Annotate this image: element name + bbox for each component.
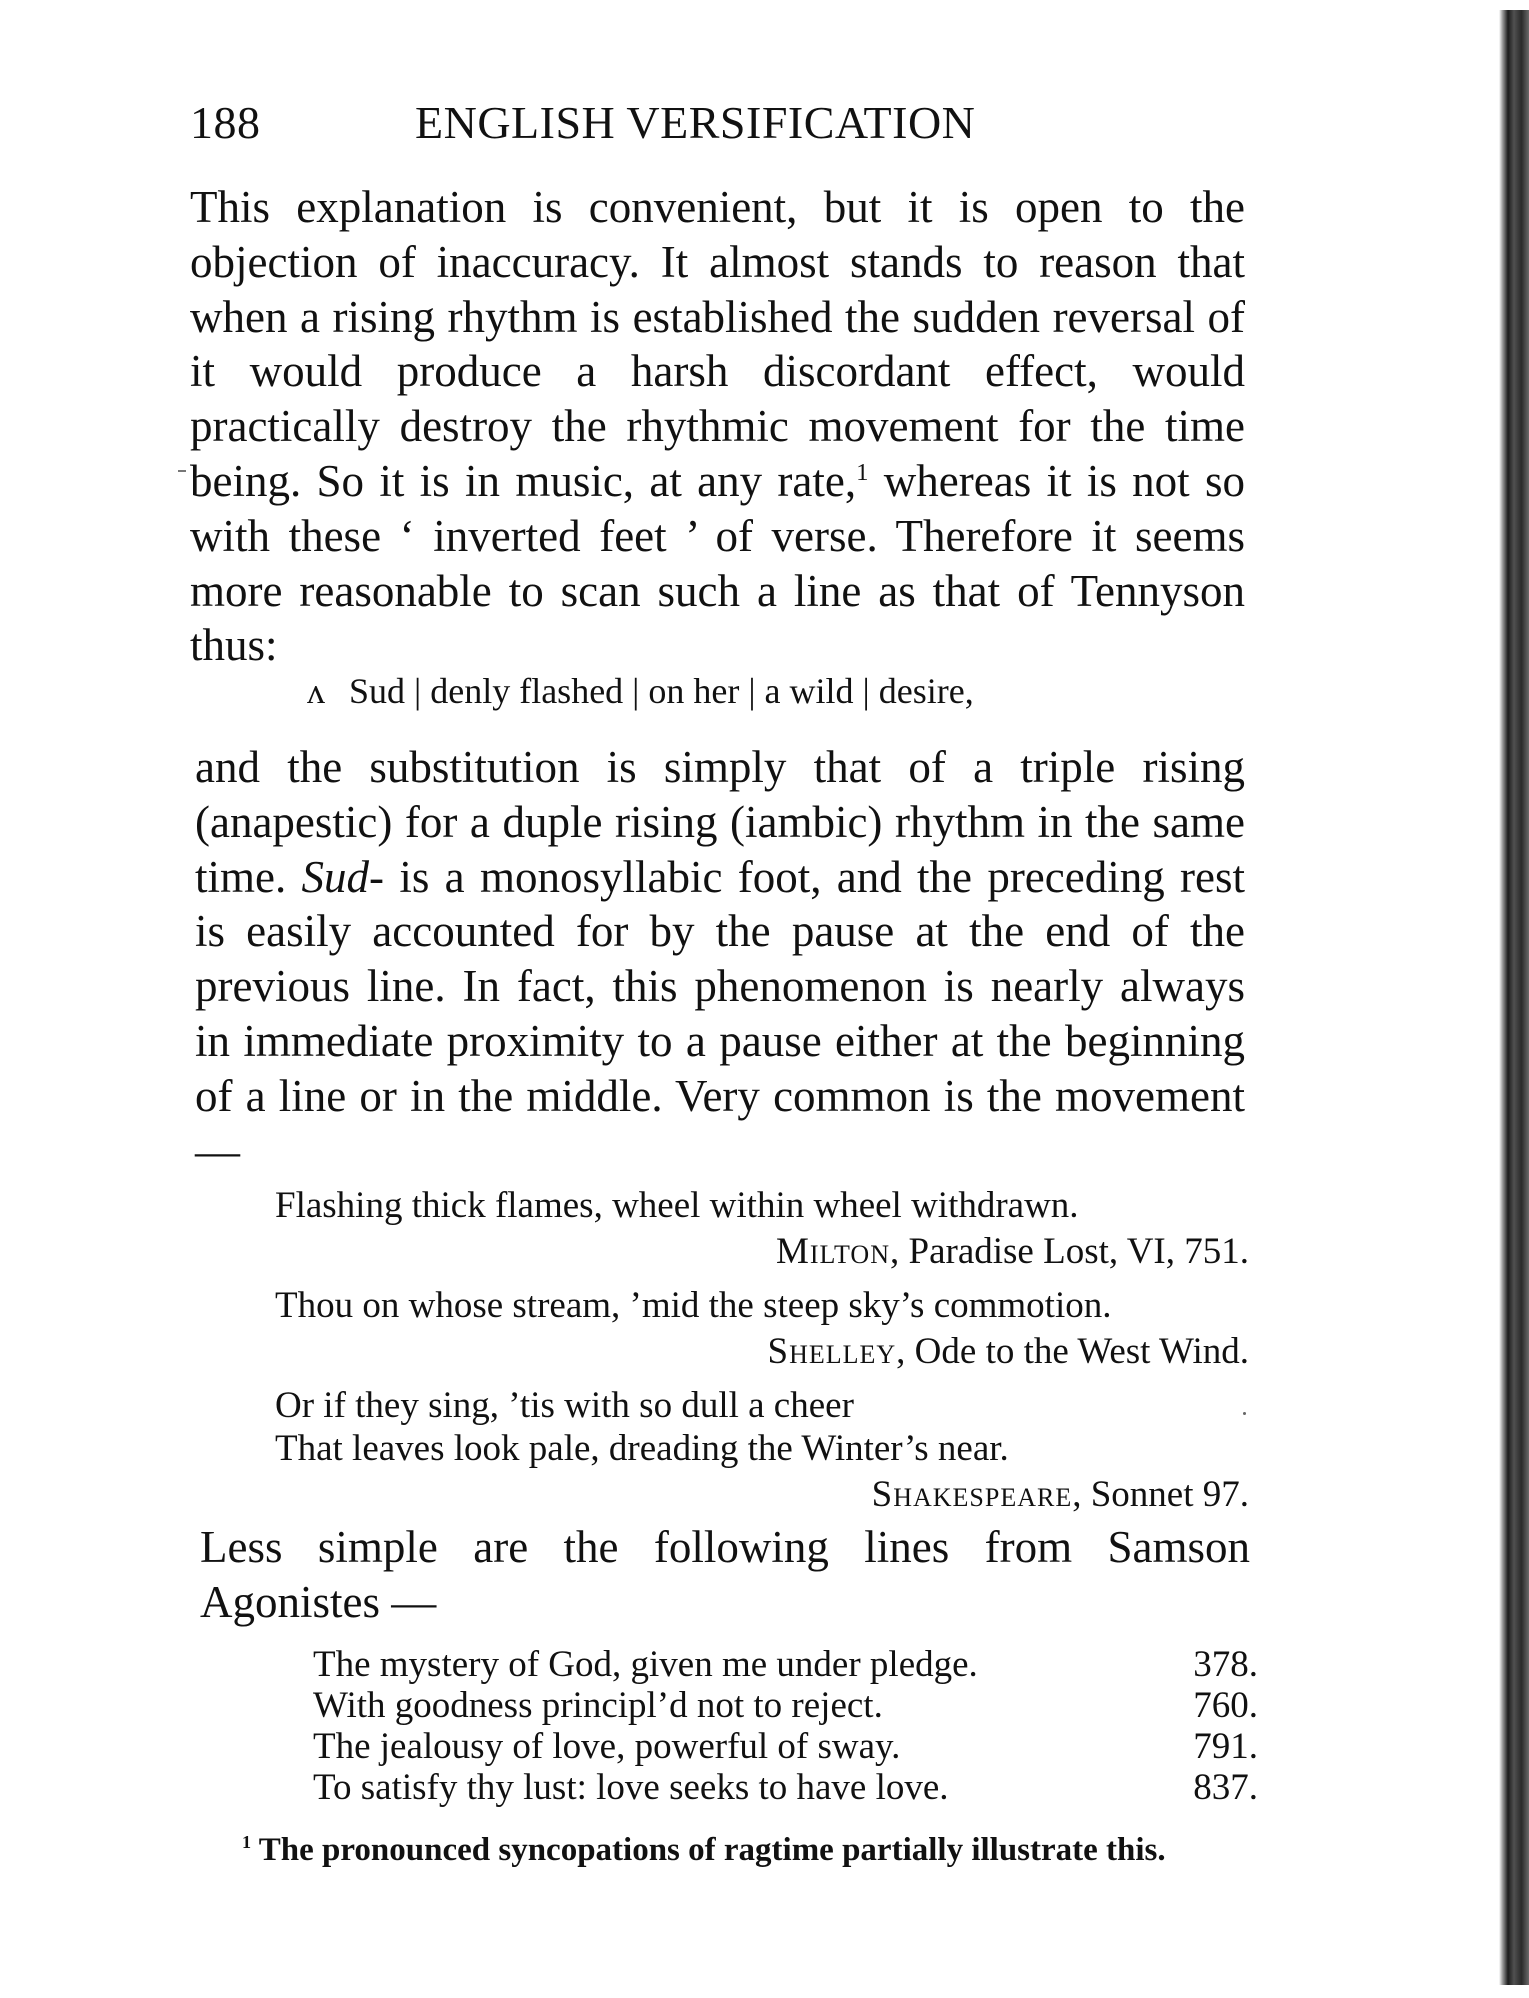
citation-source: , Ode to the West Wind. — [896, 1331, 1249, 1372]
quote-verse-line: That leaves look pale, dreading the Winter’s near. — [275, 1428, 1009, 1469]
numbered-verse-line — [313, 1684, 1258, 1729]
paragraph-text: is a monosyllabic foot, and the preceding rest is easily accounted for by the pause at the end of the previous line. In fact, this phenomenon is nearly always in immediate proximity to a pause either at the beginning of a line or in the middle. Very common is the movement — — [195, 851, 1246, 1176]
scansion-line — [307, 670, 974, 712]
rest-mark: ʌ — [307, 671, 325, 711]
margin-mark — [178, 470, 186, 472]
verse-text: With goodness principl’d not to reject. — [313, 1685, 883, 1726]
numbered-verse-line — [313, 1766, 1258, 1811]
line-number: 837. — [1193, 1767, 1258, 1808]
paragraph-text: and the substitution is simply that of a triple rising (anapestic) for a duple rising (iambic) rhythm in the same time. — [195, 742, 1245, 902]
citation-author: Milton — [775, 1231, 890, 1272]
italic-term: Sud- — [301, 851, 385, 902]
quote-citation — [776, 1230, 1249, 1273]
citation-source: , Sonnet 97. — [1072, 1474, 1249, 1515]
page-edge-shadow — [1499, 10, 1529, 1985]
page-number: 188 — [190, 97, 261, 148]
verse-text: The mystery of God, given me under pledge. — [313, 1644, 978, 1685]
numbered-verse-line — [313, 1643, 1258, 1688]
quote-verse-line: Flashing thick flames, wheel within wheel withdrawn. — [275, 1185, 1079, 1226]
quote-citation — [768, 1330, 1250, 1373]
verse-text: The jealousy of love, powerful of sway. — [313, 1726, 901, 1767]
page-header — [190, 96, 1255, 152]
line-number: 791. — [1193, 1726, 1258, 1767]
line-number: 760. — [1193, 1685, 1258, 1726]
footnote-reference: 1 — [856, 458, 869, 486]
paragraph-substitution — [195, 740, 1245, 1178]
paragraph-text: Less simple are the following lines from Samson Agonistes — — [200, 1522, 1250, 1627]
paragraph-text: whereas it is not so with these ‘ inverted feet ’ of verse. Therefore it seems more reasonable to scan such a line as that of Tennyson thus: — [190, 455, 1245, 671]
scan-speck — [1243, 1412, 1246, 1415]
line-number: 378. — [1193, 1644, 1258, 1685]
footnote-text: The pronounced syncopations of ragtime partially illustrate this. — [251, 1832, 1166, 1868]
running-title: ENGLISH VERSIFICATION — [415, 97, 976, 148]
citation-author: Shelley — [767, 1331, 897, 1372]
numbered-verse-line — [313, 1725, 1258, 1770]
quote-verse-line: Or if they sing, ’tis with so dull a cheer — [275, 1385, 854, 1426]
scansion-text: Sud | denly flashed | on her | a wild | desire, — [349, 671, 974, 711]
verse-text: To satisfy thy lust: love seeks to have love. — [313, 1767, 949, 1808]
citation-source: , Paradise Lost, VI, 751. — [890, 1231, 1249, 1272]
citation-author: Shakespeare — [871, 1474, 1073, 1515]
footnote — [242, 1832, 1166, 1869]
paragraph-text: This explanation is convenient, but it is open to the objection of inaccuracy. It almost stands to reason that when a rising rhythm is established the sudden reversal of it would produce a harsh discordant effect, would practically destroy the rhythmic movement for the time being. So it is in music, at any rate, — [190, 182, 1245, 506]
quote-citation — [872, 1473, 1249, 1516]
paragraph-explanation — [190, 180, 1245, 673]
footnote-marker: 1 — [242, 1832, 252, 1852]
quote-verse-line: Thou on whose stream, ’mid the steep sky’s commotion. — [275, 1285, 1112, 1326]
paragraph-samson — [200, 1520, 1250, 1630]
